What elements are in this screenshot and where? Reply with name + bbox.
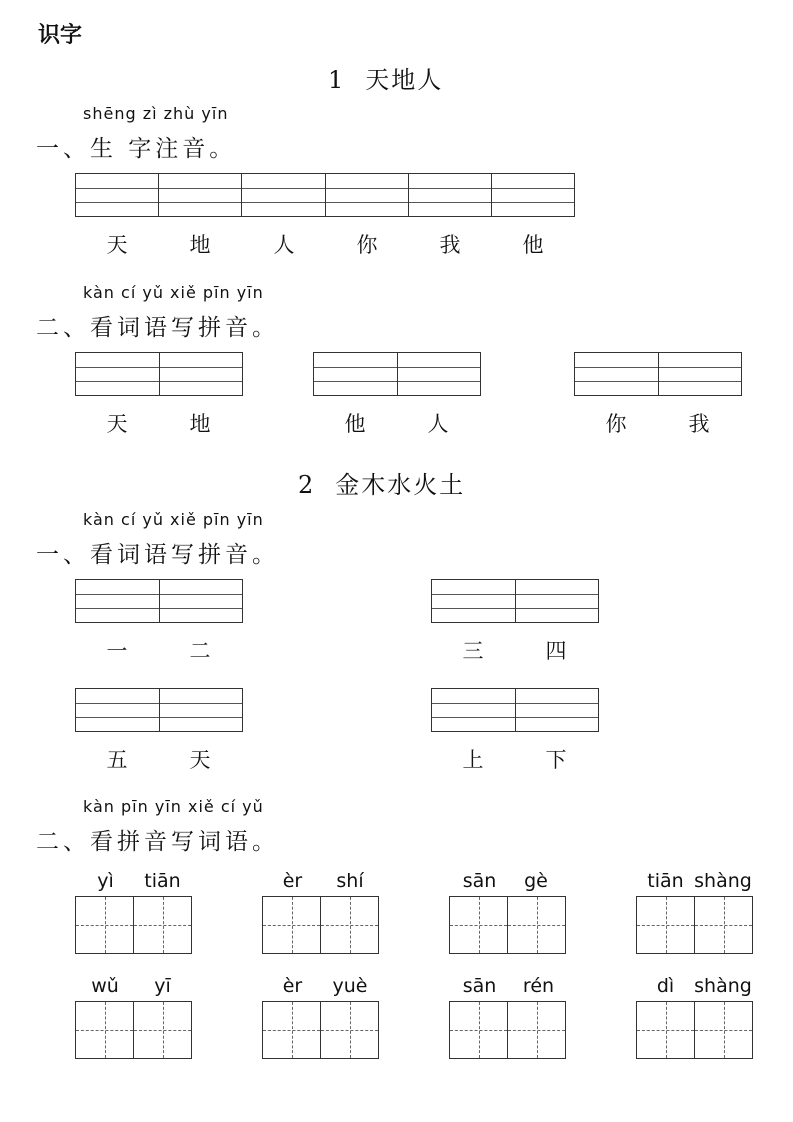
character-label: 四 <box>545 639 567 663</box>
pinyin-label: gè <box>524 870 548 892</box>
pinyin-label: shàng <box>694 975 752 997</box>
character-writing-grid[interactable] <box>75 1001 192 1059</box>
character-writing-grid[interactable] <box>75 896 192 954</box>
pinyin-writing-box[interactable] <box>431 688 599 732</box>
character-label: 天 <box>189 748 211 772</box>
pinyin-writing-box[interactable] <box>75 173 575 217</box>
task-heading: 一、看词语写拼音。 <box>36 542 279 568</box>
character-writing-grid[interactable] <box>262 1001 379 1059</box>
character-label: 一 <box>106 639 128 663</box>
character-label: 你 <box>356 233 378 257</box>
pinyin-label: yì <box>97 870 114 892</box>
lesson-2-number: 2 <box>298 471 316 499</box>
character-label: 你 <box>605 412 627 436</box>
pinyin-label: èr <box>282 870 303 892</box>
character-label: 天 <box>106 233 128 257</box>
character-label: 二 <box>189 639 211 663</box>
task-heading: 一、生 字注音。 <box>36 136 237 162</box>
character-label: 他 <box>344 412 366 436</box>
character-label: 地 <box>189 412 211 436</box>
pinyin-label: wǔ <box>91 975 119 997</box>
task-pinyin-hint: kàn cí yǔ xiě pīn yīn <box>83 283 264 302</box>
task-pinyin-hint: kàn pīn yīn xiě cí yǔ <box>83 797 264 816</box>
character-label: 五 <box>106 748 128 772</box>
character-label: 人 <box>273 233 295 257</box>
pinyin-label: yuè <box>332 975 368 997</box>
section-title: 识字 <box>38 23 83 48</box>
pinyin-label: sān <box>462 870 497 892</box>
pinyin-writing-box[interactable] <box>75 688 243 732</box>
pinyin-writing-box[interactable] <box>313 352 481 396</box>
pinyin-label: shí <box>336 870 364 892</box>
character-writing-grid[interactable] <box>449 896 566 954</box>
lesson-1-name: 天地人 <box>365 66 444 94</box>
character-label: 地 <box>189 233 211 257</box>
pinyin-writing-box[interactable] <box>75 352 243 396</box>
task-heading: 二、看词语写拼音。 <box>36 315 279 341</box>
pinyin-label: sān <box>462 975 497 997</box>
pinyin-label: èr <box>282 975 303 997</box>
character-label: 三 <box>462 639 484 663</box>
lesson-1-title <box>328 60 443 95</box>
character-label: 上 <box>462 748 484 772</box>
lesson-1-number: 1 <box>328 66 346 94</box>
pinyin-writing-box[interactable] <box>574 352 742 396</box>
character-label: 下 <box>545 748 567 772</box>
character-label: 人 <box>427 412 449 436</box>
pinyin-label: tiān <box>144 870 181 892</box>
task-pinyin-hint: shēng zì zhù yīn <box>83 104 229 123</box>
pinyin-writing-box[interactable] <box>75 579 243 623</box>
task-pinyin-hint: kàn cí yǔ xiě pīn yīn <box>83 510 264 529</box>
pinyin-label: rén <box>522 975 555 997</box>
character-writing-grid[interactable] <box>262 896 379 954</box>
character-label: 我 <box>688 412 710 436</box>
character-writing-grid[interactable] <box>636 896 753 954</box>
task-heading: 二、看拼音写词语。 <box>36 829 279 855</box>
pinyin-label: dì <box>656 975 675 997</box>
lesson-2-title <box>298 465 465 500</box>
pinyin-label: shàng <box>694 870 752 892</box>
lesson-2-name: 金木水火土 <box>335 471 466 499</box>
character-label: 他 <box>522 233 544 257</box>
pinyin-label: tiān <box>647 870 684 892</box>
character-writing-grid[interactable] <box>449 1001 566 1059</box>
character-writing-grid[interactable] <box>636 1001 753 1059</box>
pinyin-label: yī <box>154 975 171 997</box>
character-label: 我 <box>439 233 461 257</box>
pinyin-writing-box[interactable] <box>431 579 599 623</box>
character-label: 天 <box>106 412 128 436</box>
